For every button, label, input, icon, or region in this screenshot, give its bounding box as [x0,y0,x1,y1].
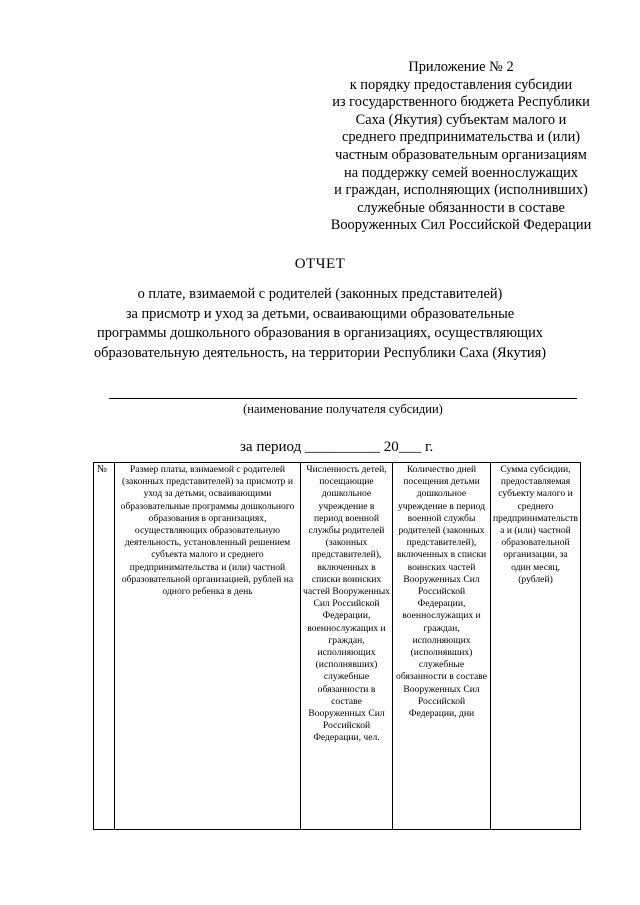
appendix-line: служебные обязанности в составе [357,199,565,216]
appendix-line: Приложение № 2 [408,59,514,75]
subtitle-line: о плате, взимаемой с родителей (законных представителей) [137,286,503,302]
appendix-line: на поддержку семей военнослужащих [344,164,578,181]
column-header-days-count: Количество дней посещения детьми дошкольное учреждение в период военной службы родителей (законных представителей), включенных в списки воинских частей Вооруженных Сил Российской Федерации, военнослужащих и граждан, исполняющих (исполнявших) служебные обязанности в составе Вооруженных Сил Российской Федерации, дни [393,463,491,830]
appendix-line: Вооруженных Сил Российской Федерации [330,217,592,234]
report-table [93,462,581,830]
appendix-line: Саха (Якутия) субъектам малого и [355,111,567,128]
recipient-caption: (наименование получателя субсидии) [243,402,443,416]
appendix-line: среднего предпринимательства и (или) [341,129,581,146]
appendix-line: к порядку предоставления субсидии [349,76,573,93]
column-header-number: № [94,463,115,830]
column-header-fee: Размер платы, взимаемой с родителей (законных представителей) за присмотр и уход за детьми, осваивающими образовательные программы дошкольного образования в организациях, осуществляющих образовательную деятельность, установленный решением субъекта малого и среднего предпринимательства и (или) частной образовательной организацией, рублей на одного ребенка в день [115,463,301,830]
subtitle-line: образовательную деятельность, на территории Республики Саха (Якутия) [93,344,547,361]
subtitle-line: за присмотр и уход за детьми, осваивающими образовательные [125,305,515,322]
appendix-line: частным образовательным организациям [335,146,587,163]
report-subtitle [0,285,640,363]
table-row [94,463,581,830]
report-title: ОТЧЕТ [294,256,346,272]
period-field[interactable]: за период __________ 20___ г. [240,439,434,455]
column-header-children-count: Численность детей, посещающие дошкольное учреждение в период военной службы родителей (законных представителей), включенных в списки воинских частей Вооруженных Сил Российской Федерации, военнослужащих и граждан, исполняющих (исполнявших) служебные обязанности в составе Вооруженных Сил Российской Федерации, чел. [301,463,393,830]
recipient-name-field[interactable] [109,398,577,399]
appendix-line: и граждан, исполняющих (исполнивших) [334,182,588,199]
appendix-header [300,59,622,235]
column-header-subsidy-amount: Сумма субсидии, предоставляемая субъекту малого и среднего предпринимательства и (или) частной образовательной организации, за один месяц, (рублей) [491,463,581,830]
appendix-line: из государственного бюджета Республики [332,94,590,111]
subtitle-line: программы дошкольного образования в организациях, осуществляющих [97,325,543,341]
